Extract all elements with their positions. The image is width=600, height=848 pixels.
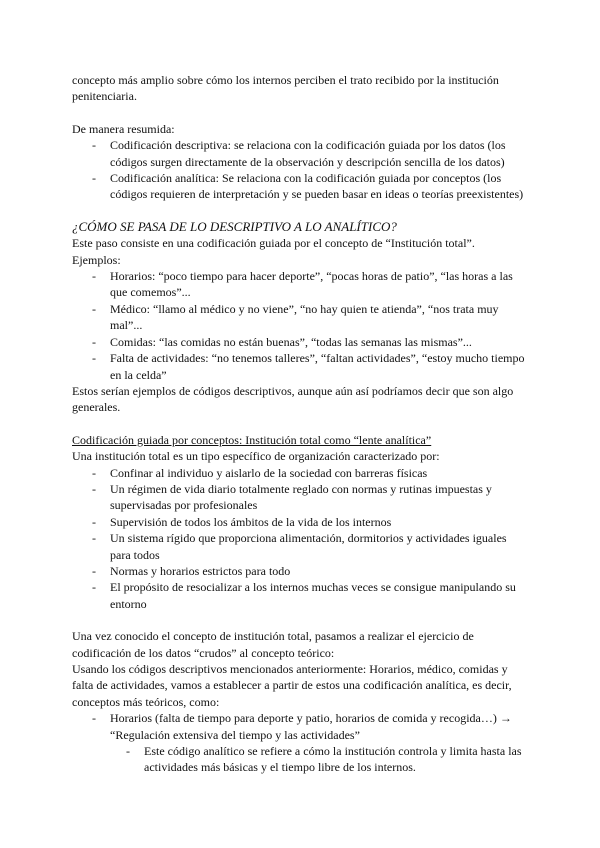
list-item: - Normas y horarios estrictos para todo [72, 563, 528, 579]
spacer [72, 612, 528, 628]
section-heading: ¿CÓMO SE PASA DE LO DESCRIPTIVO A LO ANALÍTICO? [72, 218, 397, 234]
section-paragraph: Usando los códigos descriptivos mencionados anteriormente: Horarios, médico, comidas y falta de actividades, vamos a establecer a partir de estos una codificación analítica, es decir, conceptos más teóricos, como: [72, 662, 512, 709]
list-item: - Comidas: “las comidas no están buenas”, “todas las semanas las mismas”... [72, 334, 528, 350]
list-item: - Un sistema rígido que proporciona alimentación, dormitorios y actividades iguales para todos [72, 530, 528, 563]
summary-lead: De manera resumida: [72, 121, 175, 136]
list-item: - Horarios: “poco tiempo para hacer deporte”, “pocas horas de patio”, “las horas a las que comemos”... [72, 268, 528, 301]
examples-list [72, 268, 528, 383]
list-item: - Codificación descriptiva: se relaciona con la codificación guiada por los datos (los códigos surgen directamente de la observación y descripción sencilla de los datos) [72, 137, 528, 170]
list-item: - Supervisión de todos los ámbitos de la vida de los internos [72, 514, 528, 530]
intro-line-2: penitenciaria. [72, 89, 137, 104]
examples-label: Ejemplos: [72, 252, 121, 267]
spacer [72, 203, 528, 219]
list-item-text: Horarios (falta de tiempo para deporte y patio, horarios de comida y recogida…) → “Regulación extensiva del tiempo y las actividades” [110, 711, 512, 742]
section-paragraph: Una institución total es un tipo específico de organización caracterizado por: [72, 449, 440, 464]
list-item [72, 710, 528, 776]
list-item: - Falta de actividades: “no tenemos talleres”, “faltan actividades”, “estoy mucho tiempo en la celda” [72, 350, 528, 383]
section-closing: Estos serían ejemplos de códigos descriptivos, aunque aún así podríamos decir que son algo generales. [72, 383, 514, 415]
list-item: - El propósito de resocializar a los internos muchas veces se consigue manipulando su entorno [72, 579, 528, 612]
nested-list-item: - Este código analítico se refiere a cómo la institución controla y limita hasta las actividades más básicas y el tiempo libre de los internos. [72, 743, 528, 776]
characteristics-list [72, 465, 528, 613]
summary-list [72, 137, 528, 203]
spacer [72, 105, 528, 121]
nested-list [110, 743, 528, 776]
list-item: - Médico: “llamo al médico y no viene”, “no hay quien te atienda”, “nos trata muy mal”... [72, 301, 528, 334]
spacer [72, 416, 528, 432]
analytic-list [72, 710, 528, 776]
section-heading-underlined: Codificación guiada por conceptos: Institución total como “lente analítica” [72, 432, 432, 447]
list-item: - Codificación analítica: Se relaciona con la codificación guiada por conceptos (los códigos requieren de interpretación y se pueden basar en ideas o teorías preexistentes) [72, 170, 528, 203]
intro-line-1: concepto más amplio sobre cómo los internos perciben el trato recibido por la institución [72, 73, 499, 87]
section-paragraph: Una vez conocido el concepto de institución total, pasamos a realizar el ejercicio de codificación de los datos “crudos” al concepto teórico: [72, 629, 474, 660]
list-item: - Confinar al individuo y aislarlo de la sociedad con barreras físicas [72, 465, 528, 481]
list-item: - Un régimen de vida diario totalmente reglado con normas y rutinas impuestas y supervisadas por profesionales [72, 481, 528, 514]
section-paragraph: Este paso consiste en una codificación guiada por el concepto de “Institución total”. [72, 236, 475, 251]
